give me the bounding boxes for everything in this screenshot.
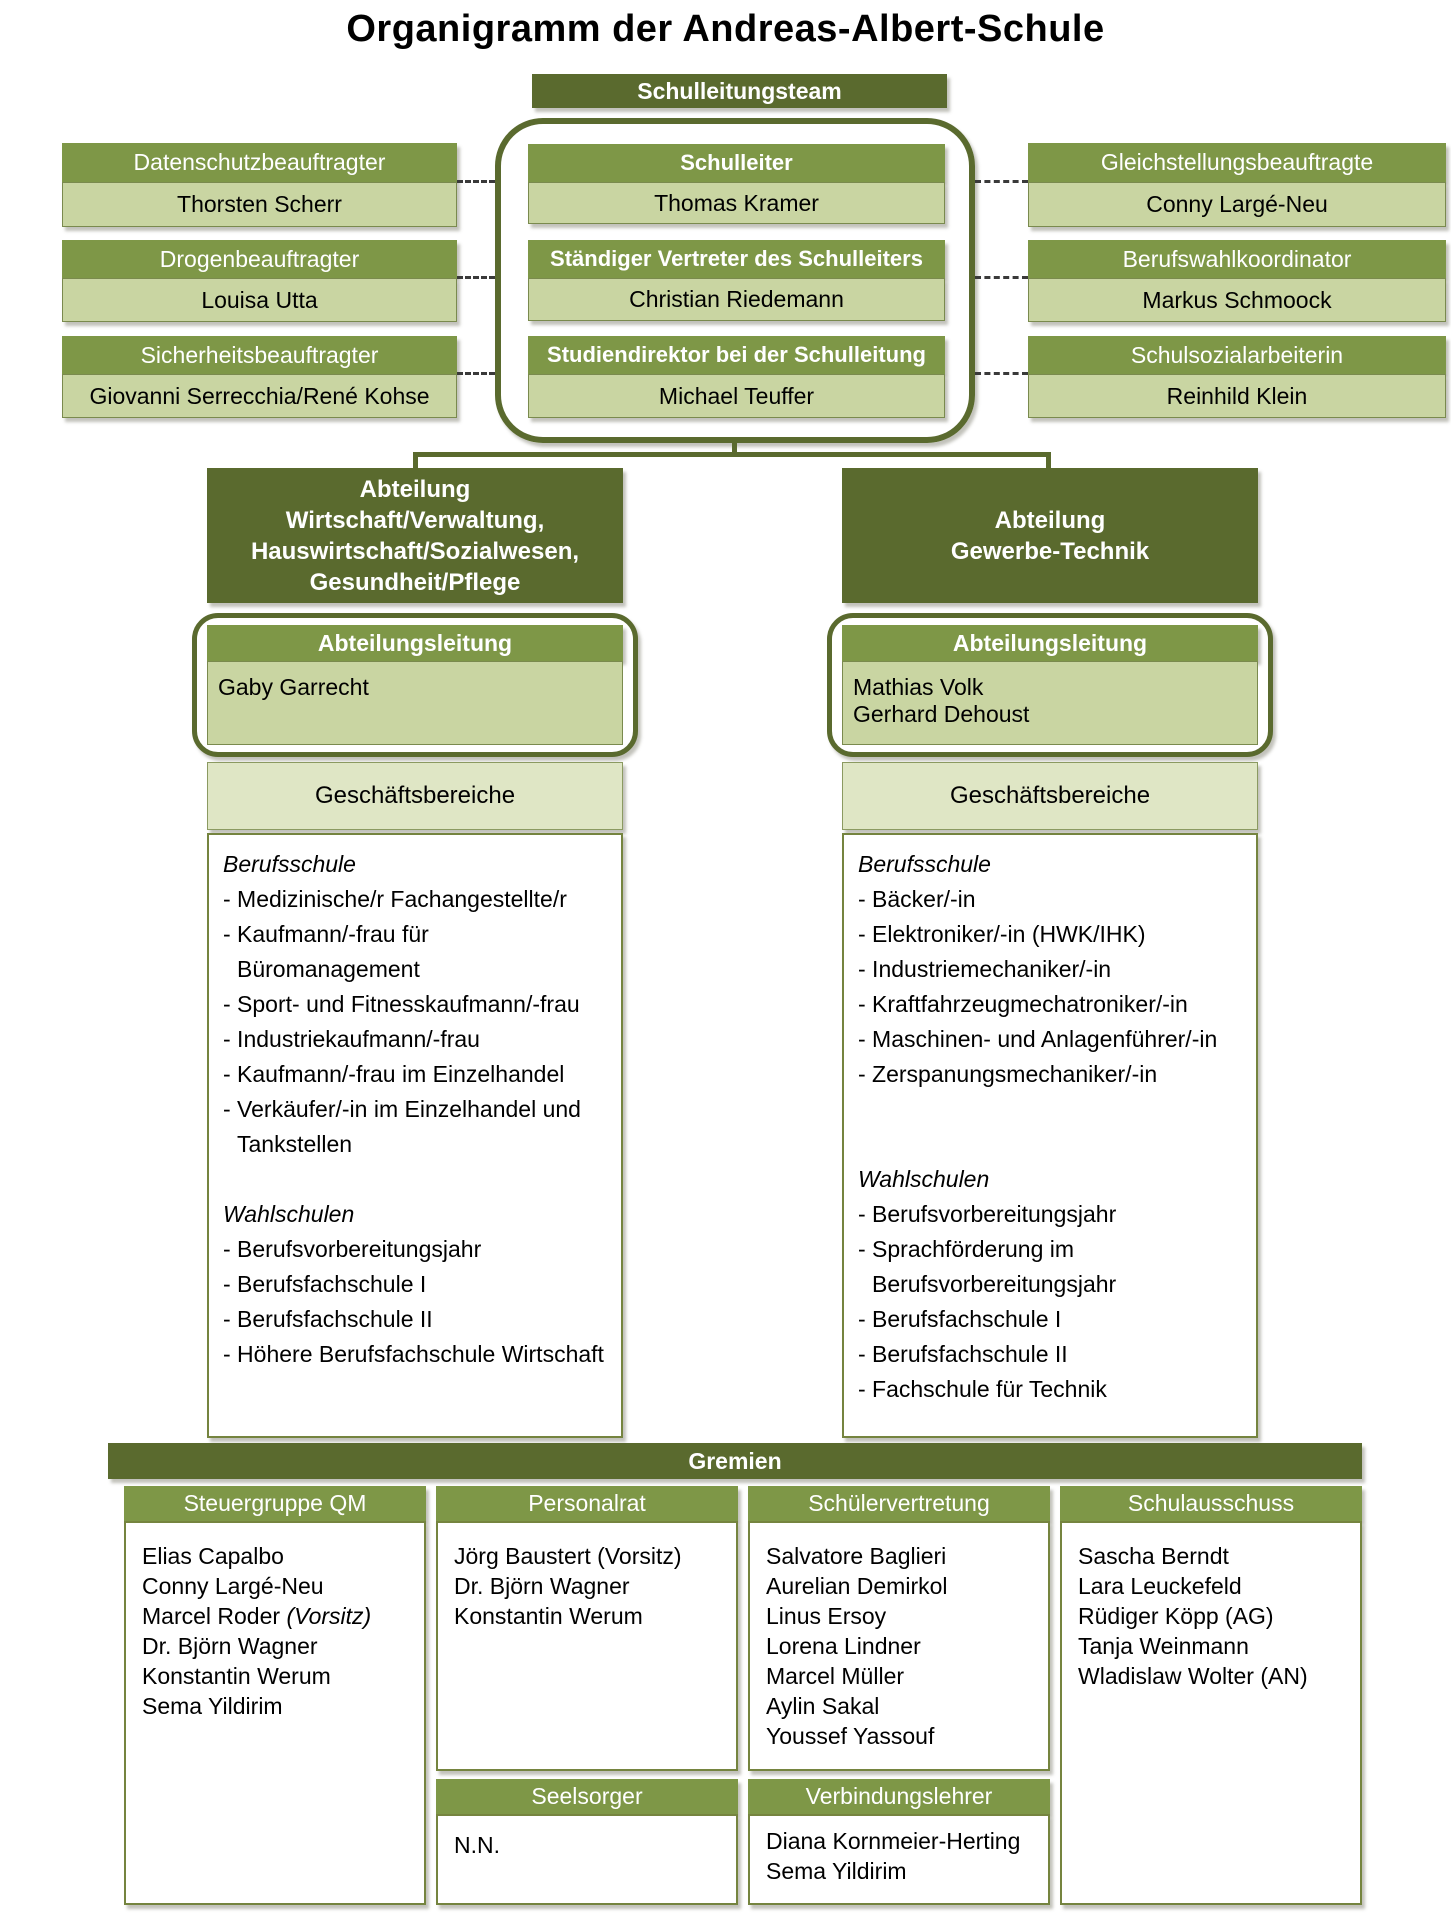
list-line: - Kaufmann/-frau im Einzelhandel: [223, 1061, 565, 1087]
list-line: Abteilung: [994, 506, 1106, 534]
list-line: - Berufsvorbereitungsjahr: [858, 1201, 1117, 1227]
name-box-gleichstellung: Conny Largé-Neu: [1028, 182, 1446, 227]
role-header-schulsozial: Schulsozialarbeiterin: [1028, 336, 1446, 374]
list-line: Gesundheit/Pflege: [309, 568, 521, 596]
list-line: - Maschinen- und Anlagenführer/-in: [858, 1026, 1218, 1052]
gremium-members-seelsorger: [436, 1814, 738, 1905]
list-line: Marcel Roder (Vorsitz): [142, 1603, 372, 1629]
gremium-members-personalrat: [436, 1521, 738, 1771]
role-header-datenschutz: Datenschutzbeauftragter: [62, 143, 457, 182]
list-line: - Kaufmann/-frau für: [223, 921, 429, 947]
list-line: Wirtschaft/Verwaltung,: [285, 506, 545, 534]
list-line: Berufsschule: [858, 851, 991, 877]
role-header-staendiger-vertreter: Ständiger Vertreter des Schulleiters: [528, 240, 945, 278]
schulleitungsteam-header: Schulleitungsteam: [532, 74, 947, 108]
list-line: - Fachschule für Technik: [858, 1376, 1107, 1402]
list-line: Rüdiger Köpp (AG): [1078, 1603, 1274, 1629]
leitung-header-right: Abteilungsleitung: [842, 625, 1258, 661]
gremium-header-schulausschuss: Schulausschuss: [1060, 1486, 1362, 1521]
list-line: Berufsschule: [223, 851, 356, 877]
gremium-header-steuergruppe-qm: Steuergruppe QM: [124, 1486, 426, 1521]
list-line: N.N.: [454, 1832, 500, 1858]
list-line: Youssef Yassouf: [766, 1723, 935, 1749]
gremien-banner: Gremien: [108, 1443, 1362, 1479]
list-line: Dr. Björn Wagner: [142, 1633, 318, 1659]
bereiche-header-right: Geschäftsbereiche: [842, 762, 1258, 830]
connector-stub: [413, 452, 418, 468]
list-line: Wahlschulen: [223, 1201, 355, 1227]
list-line: Konstantin Werum: [454, 1603, 643, 1629]
gremium-header-verbindungslehrer: Verbindungslehrer: [748, 1779, 1050, 1814]
list-line: Conny Largé-Neu: [142, 1573, 324, 1599]
programs-box-wirtschaft: [207, 833, 623, 1438]
list-line: Konstantin Werum: [142, 1663, 331, 1689]
list-line: Tankstellen: [237, 1131, 353, 1157]
name-box-sicherheit: Giovanni Serrecchia/René Kohse: [62, 374, 457, 418]
list-line: Salvatore Baglieri: [766, 1543, 947, 1569]
dashed-connector: [975, 372, 1028, 375]
list-line: [858, 1127, 1244, 1162]
list-line: Elias Capalbo: [142, 1543, 284, 1569]
list-line: Diana Kornmeier-Herting: [766, 1828, 1021, 1854]
list-line: Mathias Volk: [853, 674, 984, 700]
list-line: Marcel Müller: [766, 1663, 905, 1689]
list-line: [223, 1162, 609, 1197]
gremium-header-schuelervertretung: Schülervertretung: [748, 1486, 1050, 1521]
list-line: [858, 1092, 1244, 1127]
dept-box-wirtschaft: [207, 468, 623, 603]
list-line: Wahlschulen: [858, 1166, 990, 1192]
list-line: - Berufsfachschule I: [223, 1271, 427, 1297]
dashed-connector: [457, 180, 495, 183]
list-line: - Industriemechaniker/-in: [858, 956, 1112, 982]
name-box-schulsozial: Reinhild Klein: [1028, 374, 1446, 418]
dashed-connector: [975, 180, 1028, 183]
page-title: Organigramm der Andreas-Albert-Schule: [346, 8, 1105, 50]
list-line: - Sprachförderung im: [858, 1236, 1075, 1262]
list-line: Hauswirtschaft/Sozialwesen,: [250, 537, 580, 565]
role-header-berufswahl: Berufswahlkoordinator: [1028, 240, 1446, 278]
gremium-header-seelsorger: Seelsorger: [436, 1779, 738, 1814]
list-line: - Verkäufer/-in im Einzelhandel und: [223, 1096, 581, 1122]
list-line: - Medizinische/r Fachangestellte/r: [223, 886, 567, 912]
list-line: Aylin Sakal: [766, 1693, 880, 1719]
list-line: Büromanagement: [237, 956, 420, 982]
list-line: Gaby Garrecht: [218, 674, 369, 700]
list-line: Linus Ersoy: [766, 1603, 887, 1629]
list-line: Sascha Berndt: [1078, 1543, 1229, 1569]
list-line: Dr. Björn Wagner: [454, 1573, 630, 1599]
name-box-drogen: Louisa Utta: [62, 278, 457, 322]
name-box-staendiger-vertreter: Christian Riedemann: [528, 278, 945, 321]
connector-stub: [1046, 452, 1051, 468]
name-box-berufswahl: Markus Schmoock: [1028, 278, 1446, 322]
name-box-schulleiter: Thomas Kramer: [528, 182, 945, 224]
list-line: - Elektroniker/-in (HWK/IHK): [858, 921, 1146, 947]
role-header-gleichstellung: Gleichstellungsbeauftragte: [1028, 143, 1446, 182]
leitung-names-left: [207, 661, 623, 745]
list-line: Sema Yildirim: [766, 1858, 907, 1884]
list-line: - Industriekaufmann/-frau: [223, 1026, 480, 1052]
list-line: Aurelian Demirkol: [766, 1573, 948, 1599]
bereiche-header-left: Geschäftsbereiche: [207, 762, 623, 830]
gremium-header-personalrat: Personalrat: [436, 1486, 738, 1521]
list-line: - Berufsfachschule I: [858, 1306, 1062, 1332]
role-header-schulleiter: Schulleiter: [528, 144, 945, 182]
role-header-studiendirektor: Studiendirektor bei der Schulleitung: [528, 336, 945, 374]
dashed-connector: [975, 276, 1028, 279]
list-line: Lara Leuckefeld: [1078, 1573, 1242, 1599]
list-line: - Bäcker/-in: [858, 886, 976, 912]
list-line: - Berufsvorbereitungsjahr: [223, 1236, 482, 1262]
list-line: Abteilung: [359, 475, 471, 503]
list-line: Wladislaw Wolter (AN): [1078, 1663, 1308, 1689]
list-line: Sema Yildirim: [142, 1693, 283, 1719]
leitung-header-left: Abteilungsleitung: [207, 625, 623, 661]
dashed-connector: [457, 372, 495, 375]
programs-box-gewerbe-technik: [842, 833, 1258, 1438]
role-header-drogen: Drogenbeauftragter: [62, 240, 457, 278]
list-line: Tanja Weinmann: [1078, 1633, 1249, 1659]
list-line: - Berufsfachschule II: [223, 1306, 433, 1332]
connector-horizontal: [413, 452, 1051, 457]
list-line: - Kraftfahrzeugmechatroniker/-in: [858, 991, 1188, 1017]
list-line: - Berufsfachschule II: [858, 1341, 1068, 1367]
gremium-members-steuergruppe-qm: [124, 1521, 426, 1905]
list-line: Gerhard Dehoust: [853, 701, 1030, 727]
gremium-members-schulausschuss: [1060, 1521, 1362, 1905]
list-line: - Höhere Berufsfachschule Wirtschaft: [223, 1341, 604, 1367]
gremium-members-schuelervertretung: [748, 1521, 1050, 1771]
role-header-sicherheit: Sicherheitsbeauftragter: [62, 336, 457, 374]
dashed-connector: [457, 276, 495, 279]
list-line: Berufsvorbereitungsjahr: [872, 1271, 1117, 1297]
leitung-names-right: [842, 661, 1258, 745]
dept-box-gewerbe-technik: [842, 468, 1258, 603]
list-line: Lorena Lindner: [766, 1633, 921, 1659]
list-line: - Sport- und Fitnesskaufmann/-frau: [223, 991, 580, 1017]
name-box-studiendirektor: Michael Teuffer: [528, 374, 945, 418]
list-line: - Zerspanungsmechaniker/-in: [858, 1061, 1158, 1087]
gremium-members-verbindungslehrer: [748, 1814, 1050, 1905]
name-box-datenschutz: Thorsten Scherr: [62, 182, 457, 227]
list-line: Jörg Baustert (Vorsitz): [454, 1543, 682, 1569]
list-line: Gewerbe-Technik: [950, 537, 1150, 565]
